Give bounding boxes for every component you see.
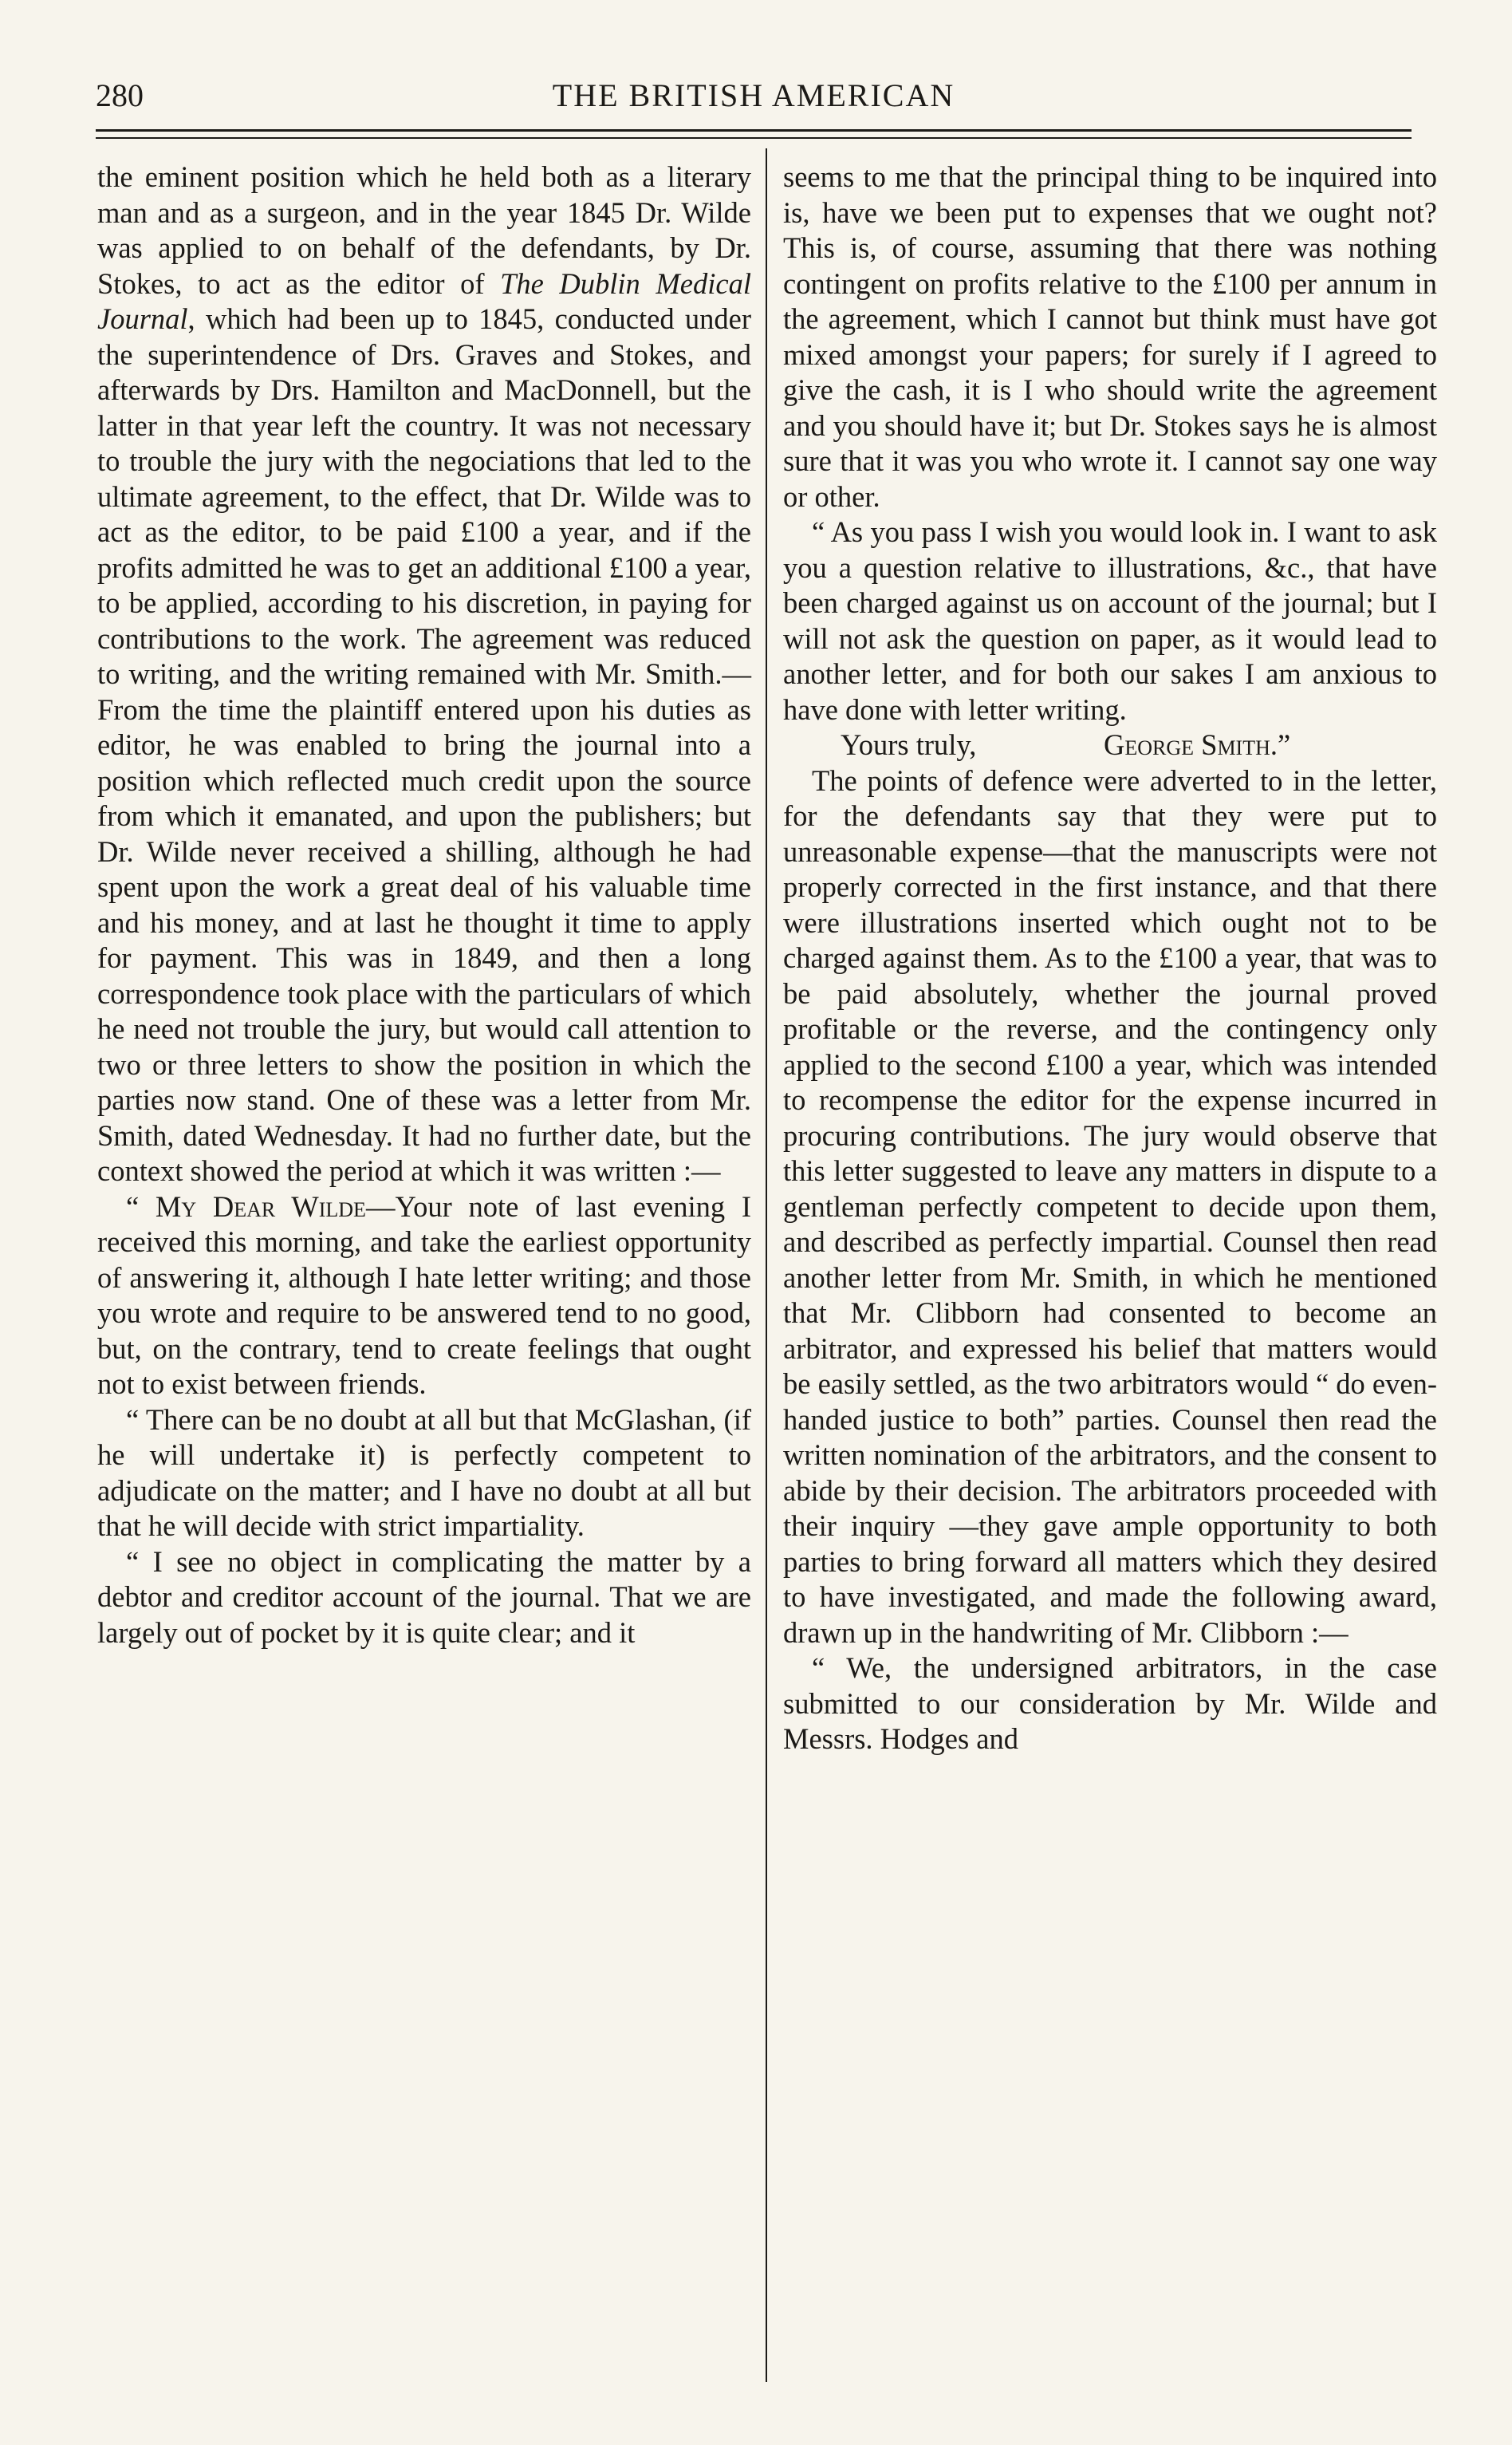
- left-paragraph-4: “ I see no object in complicating the matter by a debtor and creditor account of the journal. That we are largely out of pocket by it is quite clear; and it: [97, 1544, 751, 1649]
- letter-closing: Yours truly,: [841, 728, 977, 761]
- left-paragraph-1: the eminent position which he held both as a literary man and as a surgeon, and in the year 1845 Dr. Wilde was applied to on behalf of the defendants, by Dr. Stokes, to act as the editor of The Dublin Medical Journal, which had been up to 1845, conducted under the superintendence of Drs. Graves and Stokes, and afterwards by Drs. Hamilton and MacDonnell, but the latter in that year left the country. It was not necessary to trouble the jury with the negociations that led to the ultimate agreement, to the effect, that Dr. Wilde was to act as the editor, to be paid £100 a year, and if the profits admitted he was to get an additional £100 a year, to be applied, according to his discretion, in paying for contributions to the work. The agreement was reduced to writing, and the writing remained with Mr. Smith.—From the time the plaintiff entered upon his duties as editor, he was enabled to bring the journal into a position which reflected much credit upon the source from which it emanated, and upon the publishers; but Dr. Wilde never received a shilling, although he had spent upon the work a great deal of his valuable time and his money, and at last he thought it time to apply for payment. This was in 1849, and then a long correspondence took place with the particulars of which he need not trouble the jury, but would call attention to two or three letters to show the position in which the parties now stand. One of these was a letter from Mr. Smith, dated Wednesday. It had no further date, but the context showed the period at which it was written :—: [97, 160, 751, 1187]
- right-paragraph-4: “ We, the undersigned arbitrators, in the case submitted to our consideration by Mr. Wilde and Messrs. Hodges and: [783, 1651, 1437, 1755]
- right-column: [783, 160, 1437, 1757]
- page-number: 280: [96, 77, 144, 113]
- column-divider: [766, 148, 767, 2382]
- header-rule-top: [96, 129, 1412, 132]
- letter-salutation: “ My Dear Wilde: [126, 1189, 366, 1223]
- letter-salutation-paragraph: “ My Dear Wilde—Your note of last evening I received this morning, and take the earliest opportunity of answering it, although I hate letter writing; and those you wrote and require to be answered tend to no good, but, on the contrary, tend to create feelings that ought not to exist between friends.: [97, 1189, 752, 1400]
- right-paragraph-3: The points of defence were adverted to in the letter, for the defendants say that they were put to unreasonable expense—that the manuscripts were not properly corrected in the first instance, and that there were illustrations inserted which ought not to be charged against them. As to the £100 a year, that was to be paid absolutely, whether the journal proved profitable or the reverse, and the contingency only applied to the second £100 a year, which was intended to recompense the editor for the expense incurred in procuring contributions. The jury would observe that this letter suggested to leave any matters in dispute to a gentleman perfectly competent to decide upon them, and described as perfectly impartial. Counsel then read another letter from Mr. Smith, in which he mentioned that Mr. Clibborn had consented to become an arbitrator, and expressed his belief that matters would be easily settled, as the two arbitrators would “ do even-handed justice to both” parties. Counsel then read the written nomination of the arbitrators, and the consent to abide by their decision. The arbitrators proceeded with their inquiry —they gave ample opportunity to both parties to bring forward all matters which they desired to have investigated, and made the following award, drawn up in the handwriting of Mr. Clibborn :—: [783, 763, 1437, 1649]
- journal-title: The Dublin Medical Journal: [97, 266, 751, 335]
- running-head: THE BRITISH AMERICAN: [552, 77, 955, 113]
- right-paragraph-1: seems to me that the principal thing to be inquired into is, have we been put to expenses that we ought not? This is, of course, assuming that there was nothing contingent on profits relative to the £100 per annum in the agreement, which I cannot but think must have got mixed amongst your papers; for surely if I agreed to give the cash, it is I who should write the agreement and you should have it; but Dr. Stokes says he is almost sure that it was you who wrote it. I cannot say one way or other.: [783, 160, 1437, 513]
- header-rule-bottom: [96, 137, 1412, 139]
- left-paragraph-3: “ There can be no doubt at all but that McGlashan, (if he will undertake it) is perfectly competent to adjudicate on the matter; and I have no doubt at all but that he will decide with strict impartiality.: [97, 1402, 751, 1542]
- left-column: [97, 160, 751, 1650]
- letter-signoff: [783, 728, 1437, 763]
- letter-signature: George Smith.”: [1104, 728, 1291, 761]
- page-header: [96, 70, 1412, 121]
- right-paragraph-2: “ As you pass I wish you would look in. I want to ask you a question relative to illustrations, &c., that have been charged against us on account of the journal; but I will not ask the question on paper, as it would lead to another letter, and for both our sakes I am anxious to have done with letter writing.: [783, 515, 1437, 726]
